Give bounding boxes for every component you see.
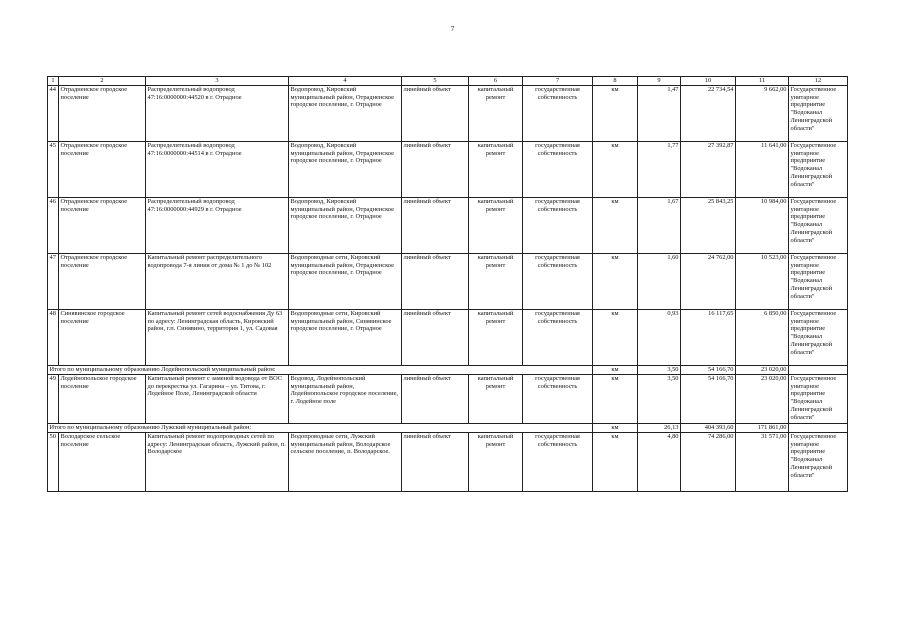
- cell-object-name: Капитальный ремонт распределительного водопровода 7-я линия от дома № 1 до № 102: [146, 254, 289, 310]
- cell-unit: км: [593, 366, 638, 375]
- cell-row-number: 50: [48, 433, 59, 492]
- cell-operator: Государственное унитарное предприятие "Водоканал Ленинградской области": [789, 86, 848, 142]
- cell-row-number: 49: [48, 375, 59, 424]
- cell-operator: Государственное унитарное предприятие "Водоканал Ленинградской области": [789, 254, 848, 310]
- cell-location: Водовод, Лодейнопольский муниципальный район, Лодейнопольское городское поселение, г. Лодейное поле: [289, 375, 402, 424]
- cell-quantity: 1,67: [638, 198, 681, 254]
- cell-settlement: Отрадненское городское поселение: [59, 86, 146, 142]
- cell-settlement: Лодейнопольское городское поселение: [59, 375, 146, 424]
- cell-object-name: Распределительный водопровод 47:16:0000000:44520 в г. Отрадное: [146, 86, 289, 142]
- cell-ownership: государственная собственность: [523, 375, 593, 424]
- column-header: 6: [469, 77, 523, 86]
- cell-operator: Государственное унитарное предприятие "Водоканал Ленинградской области": [789, 375, 848, 424]
- cell-cost: 22 734,54: [681, 86, 736, 142]
- cell-cost: 27 392,87: [681, 142, 736, 198]
- cell-work-type: капитальный ремонт: [469, 86, 523, 142]
- cell-object-name: Капитальный ремонт с заменой водовода от ВОС до перекрестка ул. Гагарина – ул. Титова, г. Лодейное Поле, Ленинградской области: [146, 375, 289, 424]
- cell-cost: 404 393,60: [681, 424, 736, 433]
- cell-value-11: 6 850,00: [736, 310, 789, 366]
- cell-work-type: капитальный ремонт: [469, 375, 523, 424]
- column-header: 2: [59, 77, 146, 86]
- cell-unit: км: [593, 254, 638, 310]
- cell-object-type: линейный объект: [402, 433, 469, 492]
- table-row: [48, 142, 848, 198]
- cell-work-type: капитальный ремонт: [469, 433, 523, 492]
- register-table: [47, 76, 848, 492]
- cell-work-type: капитальный ремонт: [469, 310, 523, 366]
- page-number: 7: [450, 25, 455, 33]
- cell-empty: [789, 366, 848, 375]
- header-row: [48, 77, 848, 86]
- cell-quantity: 1,77: [638, 142, 681, 198]
- cell-quantity: 3,50: [638, 366, 681, 375]
- cell-value-11: 31 571,00: [736, 433, 789, 492]
- cell-value-11: 23 020,00: [736, 375, 789, 424]
- cell-ownership: государственная собственность: [523, 310, 593, 366]
- cell-cost: 16 117,65: [681, 310, 736, 366]
- column-header: 10: [681, 77, 736, 86]
- cell-row-number: 48: [48, 310, 59, 366]
- cell-settlement: Отрадненское городское поселение: [59, 198, 146, 254]
- cell-work-type: капитальный ремонт: [469, 142, 523, 198]
- cell-location: Водопровод, Кировский муниципальный район, Отрадненское городское поселение, г. Отрадное: [289, 86, 402, 142]
- cell-unit: км: [593, 86, 638, 142]
- cell-value-11: 23 020,00: [736, 366, 789, 375]
- cell-location: Водопровод, Кировский муниципальный район, Отрадненское городское поселение, г. Отрадное: [289, 142, 402, 198]
- cell-cost: 25 843,25: [681, 198, 736, 254]
- table-row: [48, 433, 848, 492]
- cell-row-number: 45: [48, 142, 59, 198]
- cell-value-11: 171 861,00: [736, 424, 789, 433]
- table-body: [48, 77, 848, 492]
- cell-object-type: линейный объект: [402, 375, 469, 424]
- cell-value-11: 10 523,00: [736, 254, 789, 310]
- cell-cost: 54 166,70: [681, 375, 736, 424]
- cell-row-number: 44: [48, 86, 59, 142]
- cell-unit: км: [593, 198, 638, 254]
- cell-row-number: 46: [48, 198, 59, 254]
- cell-object-name: Капитальный ремонт сетей водоснабжения Ду 63 по адресу: Ленинградская область, Кировский район, г.п. Синявино, территория 1, ул. Садовая: [146, 310, 289, 366]
- cell-settlement: Володарское сельское поселение: [59, 433, 146, 492]
- cell-ownership: государственная собственность: [523, 142, 593, 198]
- cell-ownership: государственная собственность: [523, 86, 593, 142]
- cell-object-name: Капитальный ремонт водопроводных сетей по адресу: Ленинградская область, Лужский район, п. Володарское: [146, 433, 289, 492]
- subtotal-row: [48, 424, 848, 433]
- cell-object-name: Распределительный водопровод 47:16:0000000:44514 в г. Отрадное: [146, 142, 289, 198]
- subtotal-label: Итого по муниципальному образованию Лужский муниципальный район:: [48, 424, 593, 433]
- cell-cost: 74 286,00: [681, 433, 736, 492]
- cell-settlement: Отрадненское городское поселение: [59, 142, 146, 198]
- table-row: [48, 86, 848, 142]
- table-row: [48, 198, 848, 254]
- cell-work-type: капитальный ремонт: [469, 198, 523, 254]
- cell-ownership: государственная собственность: [523, 433, 593, 492]
- column-header: 5: [402, 77, 469, 86]
- cell-location: Водопроводные сети, Кировский муниципальный район, Синявинское городское поселение, г. Отрадное: [289, 310, 402, 366]
- cell-object-type: линейный объект: [402, 86, 469, 142]
- cell-operator: Государственное унитарное предприятие "Водоканал Ленинградской области": [789, 310, 848, 366]
- cell-operator: Государственное унитарное предприятие "Водоканал Ленинградской области": [789, 433, 848, 492]
- column-header: 7: [523, 77, 593, 86]
- column-header: 1: [48, 77, 59, 86]
- cell-location: Водопроводные сети, Кировский муниципальный район, Отрадненское городское поселение, г. Отрадное: [289, 254, 402, 310]
- cell-ownership: государственная собственность: [523, 198, 593, 254]
- cell-unit: км: [593, 142, 638, 198]
- cell-row-number: 47: [48, 254, 59, 310]
- cell-ownership: государственная собственность: [523, 254, 593, 310]
- cell-operator: Государственное унитарное предприятие "Водоканал Ленинградской области": [789, 198, 848, 254]
- cell-object-type: линейный объект: [402, 310, 469, 366]
- column-header: 3: [146, 77, 289, 86]
- cell-settlement: Отрадненское городское поселение: [59, 254, 146, 310]
- column-header: 11: [736, 77, 789, 86]
- column-header: 4: [289, 77, 402, 86]
- cell-quantity: 3,50: [638, 375, 681, 424]
- column-header: 12: [789, 77, 848, 86]
- cell-unit: км: [593, 424, 638, 433]
- cell-object-type: линейный объект: [402, 198, 469, 254]
- column-header: 9: [638, 77, 681, 86]
- cell-object-type: линейный объект: [402, 254, 469, 310]
- subtotal-label: Итого по муниципальному образованию Лодейнопольский муниципальный район:: [48, 366, 593, 375]
- table-row: [48, 254, 848, 310]
- cell-cost: 24 762,00: [681, 254, 736, 310]
- cell-value-11: 11 641,00: [736, 142, 789, 198]
- cell-location: Водопровод, Кировский муниципальный район, Отрадненское городское поселение, г. Отрадное: [289, 198, 402, 254]
- cell-quantity: 26,13: [638, 424, 681, 433]
- subtotal-row: [48, 366, 848, 375]
- cell-unit: км: [593, 433, 638, 492]
- cell-quantity: 4,80: [638, 433, 681, 492]
- cell-empty: [789, 424, 848, 433]
- cell-unit: км: [593, 375, 638, 424]
- cell-object-name: Распределительный водопровод 47:16:0000000:44929 в г. Отрадное: [146, 198, 289, 254]
- cell-operator: Государственное унитарное предприятие "Водоканал Ленинградской области": [789, 142, 848, 198]
- cell-location: Водопроводные сети, Лужский муниципальный район, Володарское сельское поселение, п. Володарское.: [289, 433, 402, 492]
- cell-quantity: 0,93: [638, 310, 681, 366]
- cell-work-type: капитальный ремонт: [469, 254, 523, 310]
- table-row: [48, 310, 848, 366]
- cell-quantity: 1,60: [638, 254, 681, 310]
- cell-value-11: 9 662,00: [736, 86, 789, 142]
- cell-settlement: Синявинское городское поселение: [59, 310, 146, 366]
- cell-unit: км: [593, 310, 638, 366]
- cell-cost: 54 166,70: [681, 366, 736, 375]
- table-row: [48, 375, 848, 424]
- cell-quantity: 1,47: [638, 86, 681, 142]
- cell-object-type: линейный объект: [402, 142, 469, 198]
- column-header: 8: [593, 77, 638, 86]
- cell-value-11: 10 984,00: [736, 198, 789, 254]
